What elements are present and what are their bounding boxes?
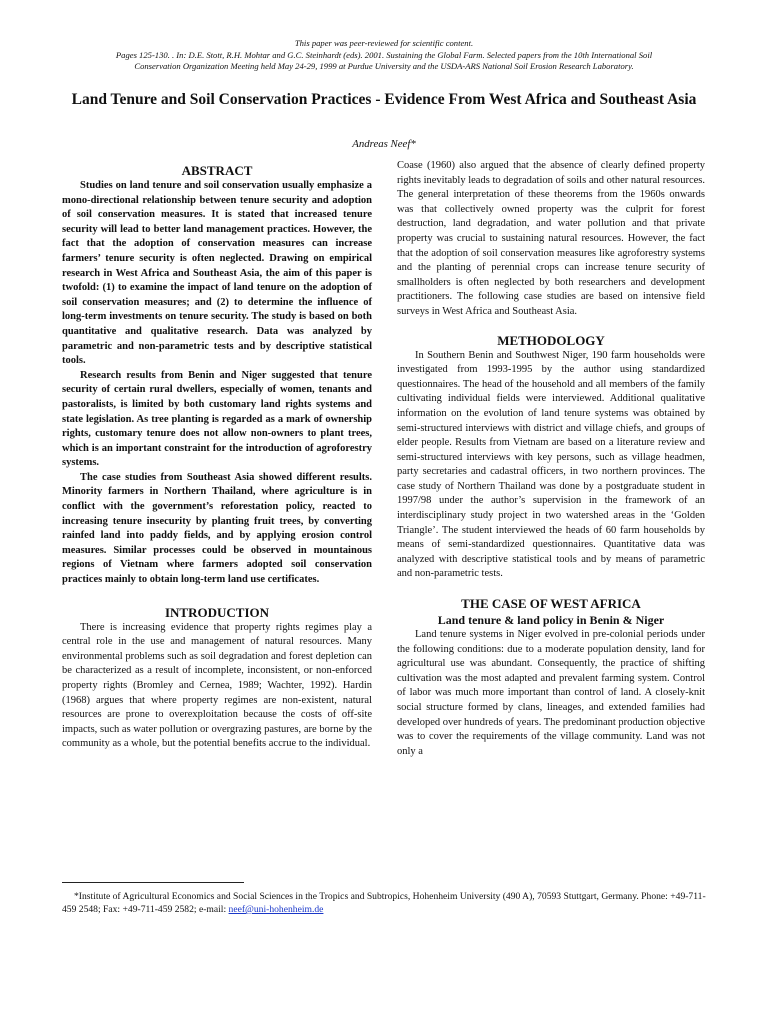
left-column bbox=[62, 162, 372, 752]
footnote-divider bbox=[62, 882, 244, 883]
paper-title: Land Tenure and Soil Conservation Practices - Evidence From West Africa and Southeast Asia bbox=[71, 91, 697, 108]
west-africa-paragraph: Land tenure systems in Niger evolved in pre-colonial periods under the following conditions: due to a moderate population density, land for agricultural use was abundant. Consequently, the practice of shifting cultivation was the most adapted and prevalent farming system. Control of labor was much more important than control of land. A closely-knit social structure formed by clans, lineages, and extended families had developed over hundreds of years. The predominant production objective was to cover the requirements of the village community. Land was not only a bbox=[397, 629, 706, 757]
methodology-heading: METHODOLOGY bbox=[497, 332, 605, 348]
author-email-link[interactable]: neef@uni-hohenheim.de bbox=[228, 904, 324, 915]
peer-review-note: This paper was peer-reviewed for scientific content. bbox=[294, 38, 474, 48]
citation-line-2: Conservation Organization Meeting held May 24-29, 1999 at Purdue University and the USDA-ARS National Soil Erosion Research Laboratory. bbox=[134, 61, 634, 71]
abstract-heading: ABSTRACT bbox=[181, 163, 253, 178]
author-name: Andreas Neef* bbox=[352, 138, 416, 150]
west-africa-heading: THE CASE OF WEST AFRICA bbox=[461, 596, 641, 612]
introduction-paragraph: There is increasing evidence that property rights regimes play a central role in the use and management of natural resources. Many environmental problems such as soil degradation and forest depletion can be characterized as a result of incomplete, inconsistent, or non-enforced property rights (Bromley and Cernea, 1989; Wachter, 1992). Hardin (1968) argues that where property regimes are non-existent, natural resources are prone to overexploitation because the costs of off-site impacts, such as water pollution or overgrazing pastures, are borne by the community as a whole, but the potential benefits accrue to the individual. bbox=[62, 621, 372, 750]
benin-niger-subheading: Land tenure & land policy in Benin & Niger bbox=[437, 613, 665, 628]
introduction-heading: INTRODUCTION bbox=[164, 604, 269, 620]
abstract-body bbox=[62, 179, 372, 588]
right-column bbox=[397, 159, 705, 759]
abstract-paragraph: Studies on land tenure and soil conservation usually emphasize a mono-directional relationship between tenure security and adoption of soil conservation measures. It is stated that increased tenure security will lead to better land management practices. However, the fact that the adoption of conservation measures can increase farmers’ tenure security is often neglected. Drawing on empirical research in West Africa and Southeast Asia, the aim of this paper is twofold: (1) to examine the impact of land tenure on the adoption of soil conservation measures; and (2) to determine the influence of long-term investments on tenure security. The study is based on both quantitative and qualitative research. Data was analyzed by parametric and non-parametric tests and by descriptive statistical tools. bbox=[62, 180, 372, 367]
methodology-paragraph: In Southern Benin and Southwest Niger, 190 farm households were investigated from 1993-1995 by the author using standardized questionnaires. The head of the household and all members of the family cultivating individual fields were interviewed. Additional qualitative information on the evolution of land tenure systems was obtained by semi-structured interviews with district and village chiefs, and groups of elder people. Results from Vietnam are based on a literature review and semi-structured interviews with key persons, such as village headmen, party secretaries and cadastral officers, in two northern provinces. The case study of Northern Thailand was done by a postgraduate student in 1997/98 under the author’s supervision in the framework of an interdisciplinary study project in two watershed areas in the ‘Golden Triangle’. The student interviewed the heads of 60 farm households by means of semi-standardized questionnaires. Quantitative data was analyzed with descriptive statistical tools and by means of parametric and non-parametric tests. bbox=[397, 349, 705, 580]
abstract-paragraph: The case studies from Southeast Asia showed different results. Minority farmers in Northern Thailand, where agriculture is in conflict with the government’s reforestation policy, reacted to increasing tenure insecurity by planting fruit trees, by converting rainfed land into paddy fields, and by applying erosion control measures. Similar processes could be observed in mountainous regions of Vietnam where farmers adopted soil conservation practices mainly to obtain long-term land use certificates. bbox=[62, 471, 372, 586]
footnote-text: *Institute of Agricultural Economics and Social Sciences in the Tropics and Subtropics, Hohenheim University (490 A), 70593 Stuttgart, Germany. Phone: +49-711-459 2548; Fax: +49-711-459 2582; e-mail: bbox=[62, 891, 706, 915]
publication-note bbox=[60, 38, 708, 73]
abstract-paragraph: Research results from Benin and Niger suggested that tenure security of certain rural dwellers, especially of women, tenants and pastoralists, is limited by both customary land rights systems and state legislation. As tree planting is regarded as a mark of ownership rights, customary tenure does not allow non-owners to plant trees, which is an important constraint for the introduction of agroforestry systems. bbox=[62, 369, 372, 469]
citation-line-1: Pages 125-130. . In: D.E. Stott, R.H. Mohtar and G.C. Steinhardt (eds). 2001. Sustaining the Global Farm. Selected papers from the 10th International Soil bbox=[115, 49, 653, 60]
author-footnote bbox=[62, 890, 710, 916]
introduction-paragraph-continued: Coase (1960) also argued that the absence of clearly defined property rights inevitably leads to degradation of soils and other natural resources. The general interpretation of these theorems from the 1960s onwards was that collectively owned property was the culprit for forest destruction, land degradation, and water pollution and that private property was crucial to sustaining natural resources. However, the fact that the adoption of soil conservation measures like agroforestry systems and the planting of perennial crops can increase tenure security of smallholders is often neglected by both researchers and development practitioners. The following case studies are based on intensive field surveys in West Africa and Southeast Asia. bbox=[397, 160, 705, 317]
